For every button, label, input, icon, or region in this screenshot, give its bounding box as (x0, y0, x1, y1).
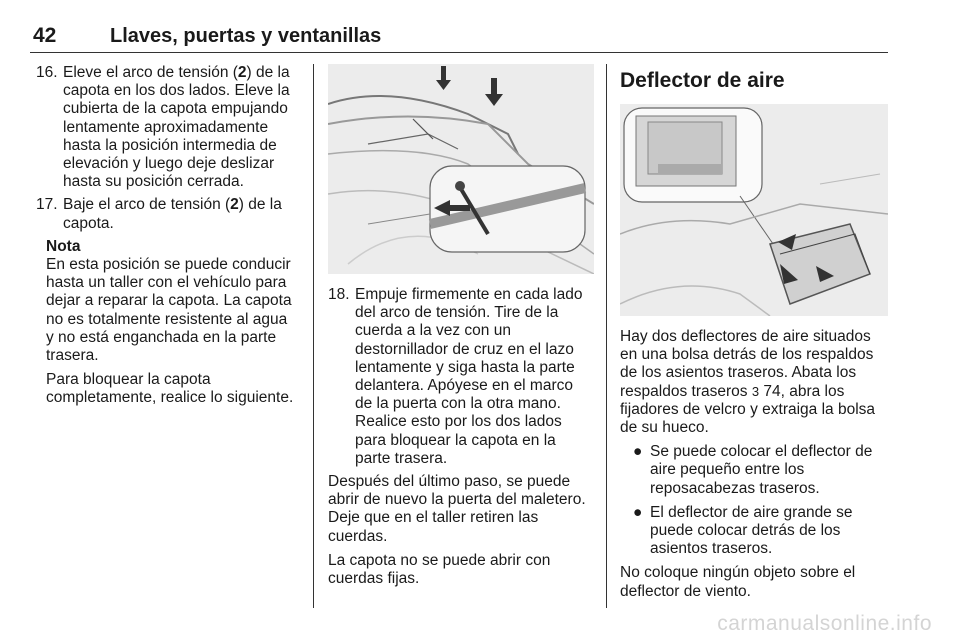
deflector-warning: No coloque ningún objeto sobre el deflector de viento. (620, 564, 856, 600)
middle-column (328, 64, 594, 594)
step-18 (328, 286, 594, 468)
bullet-item: ● Se puede colocar el deflector de aire pequeño entre los reposacabezas traseros. (633, 443, 873, 497)
step-text: Empuje firmemente en cada lado del arco de tensión. Tire de la cuerda a la vez con un destornillador de cruz en el lazo lentamente y siga hasta la parte delantera. Apóyese en el marco de la puerta con la otra mano. Realice esto por los dos lados para bloquear la capota en la parte trasera. (355, 286, 583, 467)
step-text: Baje el arco de tensión (2) de la capota. (63, 196, 282, 232)
paragraph-trunk: Después del último paso, se puede abrir de nuevo la puerta del maletero. Deje que en el taller retiren las cuerdas. (328, 473, 586, 545)
bullet-item: ● El deflector de aire grande se puede colocar detrás de los asientos traseros. (633, 503, 853, 558)
watermark: carmanualsonline.info (717, 612, 932, 635)
paragraph-cords: La capota no se puede abrir con cuerdas fijas. (328, 551, 551, 588)
step-16 (36, 64, 299, 191)
note-title: Nota (46, 237, 81, 255)
page-header (30, 26, 888, 53)
bullet-icon: ● (633, 443, 643, 461)
step-number: 18. (328, 286, 350, 303)
note-block (36, 238, 299, 408)
right-column (620, 64, 888, 607)
step-17 (36, 196, 299, 232)
lock-instructions: Para bloquear la capota completamente, realice lo siguiente. (46, 371, 294, 407)
left-column (36, 64, 299, 414)
deflector-intro: Hay dos deflectores de aire situados en una bolsa detrás de los respaldos de los asientos traseros. Abata los respaldos traseros 3 74, abra los fijadores de velcro y extraiga la bolsa de su hueco. (620, 328, 876, 437)
wind-deflector-illustration (620, 104, 888, 316)
step-text: Eleve el arco de tensión (2) de la capota en los dos lados. Eleve la cubierta de la capota empujando lentamente aproximadamente hasta la posición intermedia de elevación y luego deje deslizar hasta su posición cerrada. (63, 64, 290, 191)
bullet-icon: ● (633, 503, 643, 521)
column-divider (313, 64, 314, 608)
page-number: 42 (33, 24, 57, 47)
step-number: 16. (36, 64, 58, 81)
column-divider (606, 64, 607, 608)
page-reference-icon: 3 (751, 383, 760, 399)
step-number: 17. (36, 196, 58, 214)
section-title: Deflector de aire (620, 69, 785, 92)
chapter-title: Llaves, puertas y ventanillas (110, 25, 382, 47)
softtop-illustration (328, 64, 594, 274)
note-text: En esta posición se puede conducir hasta un taller con el vehículo para dejar a reparar la capota. La capota no es totalmente resistente al agua y no está enganchada en la parte trasera. (46, 256, 292, 365)
